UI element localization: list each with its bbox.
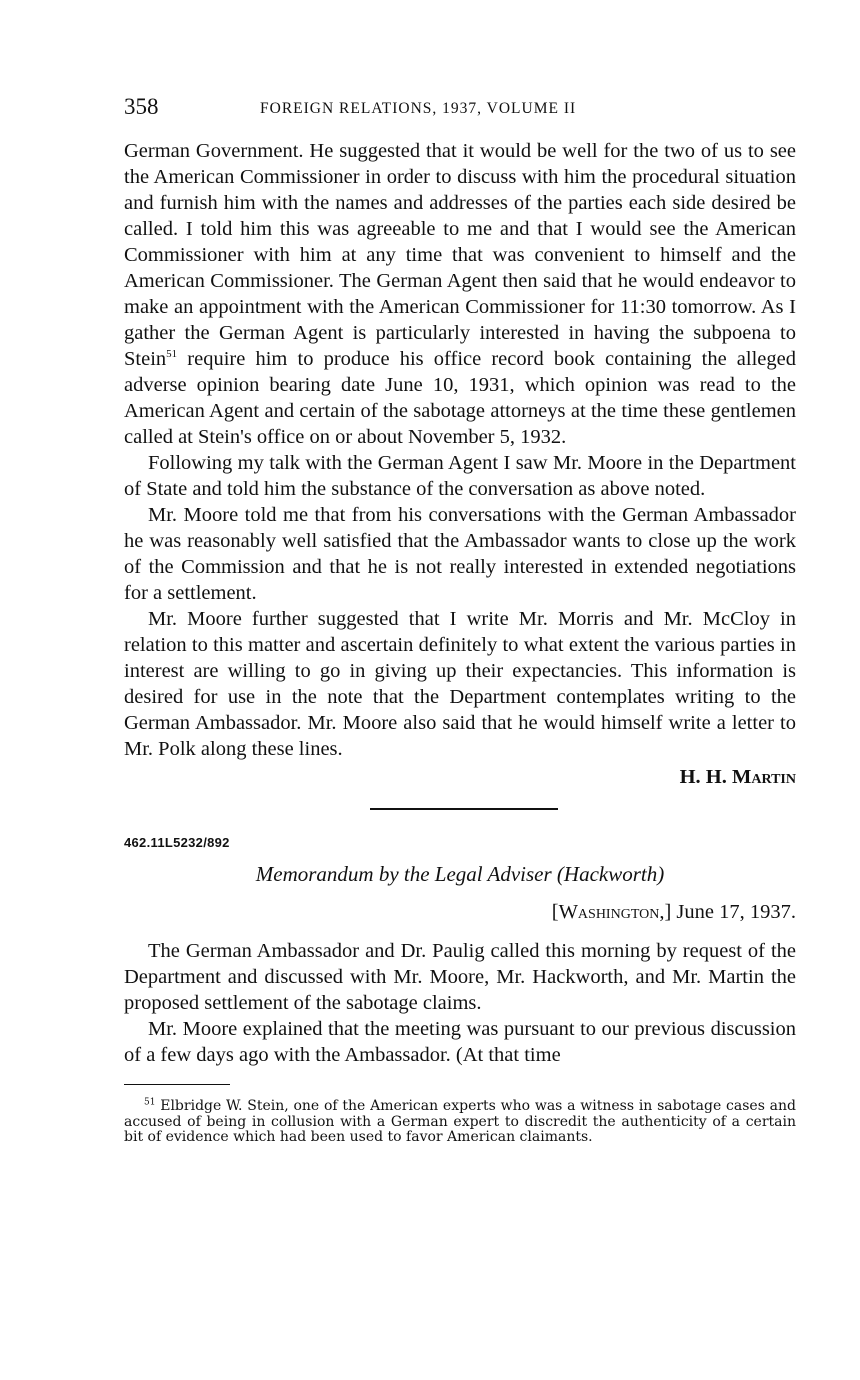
file-number: 462.11L5232/892 — [124, 835, 230, 850]
signature-surname: Martin — [732, 766, 796, 788]
page-number: 358 — [124, 94, 159, 119]
dateline-place: Washington, — [558, 901, 665, 923]
paragraph: Mr. Moore further suggested that I write Mr. Morris and Mr. McCloy in relation to this matter and ascertain definitely to what extent the various parties in interest are willing to go in giving up their expectancies. This information is desired for use in the note that the Department contemplates writing to the German Ambassador. Mr. Moore also said that he would himself write a letter to Mr. Polk along these lines. — [124, 608, 796, 760]
footnote-divider — [124, 1084, 230, 1085]
paragraph: Mr. Moore told me that from his conversations with the German Ambassador he was reasonably well satisfied that the Ambassador wants to close up the work of the Commission and that he is not really interested in extended negotiations for a settlement. — [124, 504, 796, 604]
paragraph: Following my talk with the German Agent I saw Mr. Moore in the Department of State and told him the substance of the conversation as above noted. — [124, 452, 796, 500]
dateline-open-bracket: [ — [551, 901, 559, 923]
paragraph: The German Ambassador and Dr. Paulig called this morning by request of the Department and discussed with Mr. Moore, Mr. Hackworth, and Mr. Martin the proposed settlement of the sabotage claims. — [124, 940, 796, 1014]
memorandum-continuation — [124, 138, 796, 762]
footnote-number: 51 — [144, 1097, 156, 1108]
paragraph: Mr. Moore explained that the meeting was pursuant to our previous discussion of a few days ago with the Ambassador. (At that time — [124, 1018, 796, 1066]
dateline — [124, 901, 796, 924]
memorandum-body — [124, 938, 796, 1068]
dateline-date: June 17, 1937. — [671, 901, 796, 923]
signature-initials: H. H. — [679, 766, 733, 788]
section-divider — [370, 808, 558, 810]
running-head-title: FOREIGN RELATIONS, 1937, VOLUME II — [260, 100, 577, 117]
footnote — [124, 1099, 796, 1146]
footnote-text: Elbridge W. Stein, one of the American experts who was a witness in sabotage cases and accused of being in collusion with a German expert to discredit the authenticity of a certain bit of evidence which had been used to favor American claimants. — [124, 1098, 796, 1145]
footnote-reference[interactable]: 51 — [166, 348, 178, 361]
running-head — [124, 94, 796, 124]
paragraph — [124, 138, 796, 450]
paragraph-text: German Government. He suggested that it would be well for the two of us to see the American Commissioner in order to discuss with him the procedural situation and furnish him with the names and addresses of the parties each side desired be called. I told him this was agreeable to me and that I would see the American Commissioner with him at any time that was convenient to himself and the American Commissioner. The German Agent then said that he would endeavor to make an appointment with the American Commissioner for 11:30 tomorrow. As I gather the German Agent is particularly interested in having the subpoena to Stein — [124, 140, 796, 370]
paragraph-text: require him to produce his office record book containing the alleged adverse opinion bearing date June 10, 1931, which opinion was read to the American Agent and certain of the sabotage attorneys at the time these gentlemen called at Stein's office on or about November 5, 1932. — [124, 348, 796, 448]
dateline-close-bracket: ] — [664, 901, 672, 923]
document-title: Memorandum by the Legal Adviser (Hackworth) — [255, 862, 665, 886]
document-page — [124, 94, 796, 1146]
signature — [124, 764, 796, 790]
